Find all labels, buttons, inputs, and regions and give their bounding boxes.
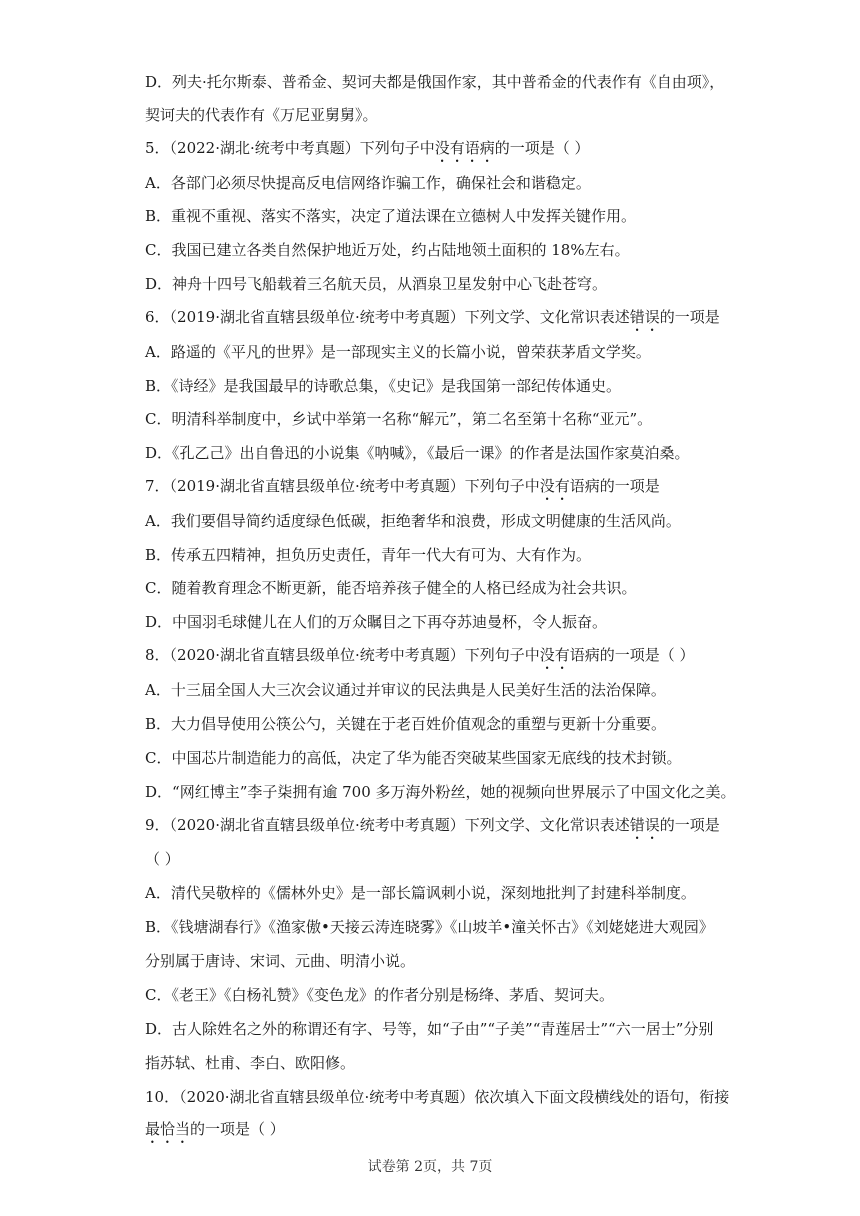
question-8-stem: 8．（2020·湖北省直辖县级单位·统考中考真题）下列句子中没有语病的一项是（ ） bbox=[145, 646, 695, 664]
q9-option-b-line2: 分别属于唐诗、宋词、元曲、明清小说。 bbox=[145, 952, 416, 970]
question-7-stem: 7．（2019·湖北省直辖县级单位·统考中考真题）下列句子中没有语病的一项是 bbox=[145, 477, 660, 495]
q6-option-c: C．明清科举制度中，乡试中举第一名称“解元”，第二名至第十名称“亚元”。 bbox=[145, 410, 653, 428]
q9-option-a: A．清代吴敬梓的《儒林外史》是一部长篇讽刺小说，深刻地批判了封建科举制度。 bbox=[145, 884, 696, 902]
question-5-stem: 5．（2022·湖北·统考中考真题）下列句子中没有语病的一项是（ ） bbox=[145, 139, 590, 157]
question-6-stem: 6．（2019·湖北省直辖县级单位·统考中考真题）下列文学、文化常识表述错误的一项是 bbox=[145, 308, 720, 326]
q6-option-b: B．《诗经》是我国最早的诗歌总集，《史记》是我国第一部纪传体通史。 bbox=[145, 377, 622, 395]
question-10-stem-line1: 10．（2020·湖北省直辖县级单位·统考中考真题）依次填入下面文段横线处的语句，衔接 bbox=[145, 1088, 730, 1106]
q9-option-b-line1: B．《钱塘湖春行》《渔家傲•天接云涛连晓雾》《山坡羊•潼关怀古》《刘姥姥进大观园》 bbox=[145, 918, 714, 936]
q5-option-d: D．神舟十四号飞船载着三名航天员，从酒泉卫星发射中心飞赴苍穹。 bbox=[145, 275, 608, 293]
question-10-stem-line2: 最恰当的一项是（ ） bbox=[145, 1120, 285, 1138]
q8-option-b: B．大力倡导使用公筷公勺，关键在于老百姓价值观念的重塑与更新十分重要。 bbox=[145, 715, 667, 733]
q8-option-d: D．“网红博主”李子柒拥有逾 700 多万海外粉丝，她的视频向世界展示了中国文化之美。 bbox=[145, 783, 736, 801]
q9-option-d-line1: D．古人除姓名之外的称谓还有字、号等，如“子由”“子美”“青莲居士”“六一居士”分别 bbox=[145, 1020, 714, 1038]
q4-option-d-line1: D．列夫·托尔斯泰、普希金、契诃夫都是俄国作家，其中普希金的代表作有《自由项》， bbox=[145, 73, 725, 91]
q5-option-c: C．我国已建立各类自然保护地近万处，约占陆地领土面积的 18%左右。 bbox=[145, 241, 630, 259]
q6-option-d: D．《孔乙己》出自鲁迅的小说集《呐喊》，《最后一课》的作者是法国作家莫泊桑。 bbox=[145, 444, 690, 462]
q5-option-a: A．各部门必须尽快提高反电信网络诈骗工作，确保社会和谐稳定。 bbox=[145, 174, 591, 192]
q9-option-d-line2: 指苏轼、杜甫、李白、欧阳修。 bbox=[145, 1054, 356, 1072]
q7-option-b: B．传承五四精神，担负历史责任，青年一代大有可为、大有作为。 bbox=[145, 546, 592, 564]
q7-option-c: C．随着教育理念不断更新，能否培养孩子健全的人格已经成为社会共识。 bbox=[145, 579, 637, 597]
question-9-answer-paren: （ ） bbox=[145, 850, 180, 868]
question-9-stem: 9．（2020·湖北省直辖县级单位·统考中考真题）下列文学、文化常识表述错误的一项是 bbox=[145, 816, 720, 834]
q4-option-d-line2: 契诃夫的代表作有《万尼亚舅舅》。 bbox=[145, 106, 378, 124]
q7-option-a: A．我们要倡导简约适度绿色低碳，拒绝奢华和浪费，形成文明健康的生活风尚。 bbox=[145, 512, 681, 530]
q7-option-d: D．中国羽毛球健儿在人们的万众瞩目之下再夺苏迪曼杯，令人振奋。 bbox=[145, 613, 608, 631]
q6-option-a: A．路遥的《平凡的世界》是一部现实主义的长篇小说，曾荣获茅盾文学奖。 bbox=[145, 343, 651, 361]
q5-option-b: B．重视不重视、落实不落实，决定了道法课在立德树人中发挥关键作用。 bbox=[145, 207, 637, 225]
q8-option-a: A．十三届全国人大三次会议通过并审议的民法典是人民美好生活的法治保障。 bbox=[145, 681, 666, 699]
page-footer: 试卷第 2页，共 7页 bbox=[367, 1159, 493, 1175]
q9-option-c: C．《老王》《白杨礼赞》《变色龙》的作者分别是杨绛、茅盾、契诃夫。 bbox=[145, 986, 614, 1004]
q8-option-c: C．中国芯片制造能力的高低，决定了华为能否突破某些国家无底线的技术封锁。 bbox=[145, 749, 682, 767]
